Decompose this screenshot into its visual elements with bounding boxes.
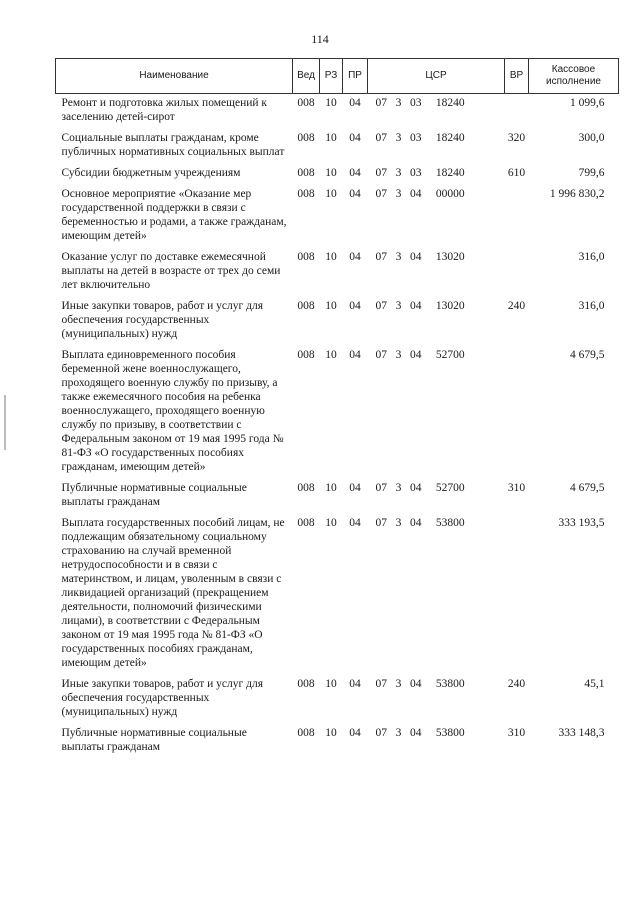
cell-amount: 1 099,6: [570, 97, 605, 109]
cell-rz: 10: [325, 251, 337, 263]
cell-rz: 10: [325, 349, 337, 361]
table-row: [56, 185, 619, 248]
table-row: [56, 724, 619, 759]
cell-ved: 008: [297, 97, 315, 109]
cell-ved: 008: [297, 678, 315, 690]
cell-ved: 008: [297, 727, 315, 739]
cell-ved: 008: [297, 188, 315, 200]
cell-pr: 04: [349, 167, 361, 179]
cell-pr: 04: [349, 517, 361, 529]
cell-csr: 07 3 03 18240: [375, 132, 465, 144]
cell-csr: 07 3 04 53800: [375, 678, 465, 690]
cell-rz: 10: [325, 300, 337, 312]
cell-name: Выплата государственных пособий лицам, не подлежащим обязательному социальному страхованию на случай временной нетрудоспособности и в связи с материнством, и лицам, уволенным в связи с ликвидацией организаций (прекращением деятельности, полномочий физическими лицами), в соответствии с Федеральным законом от 19 мая 1995 года № 81-ФЗ «О государственных пособиях гражданам, имеющим детей»: [61, 517, 285, 669]
cell-vr: 320: [507, 132, 526, 144]
cell-name: Иные закупки товаров, работ и услуг для обеспечения государственных (муниципальных) нужд: [61, 678, 263, 718]
table-row: [56, 164, 619, 185]
cell-name: Основное мероприятие «Оказание мер государственной поддержки в связи с беременностью и родами, а также гражданам, имеющим детей»: [61, 188, 287, 242]
cell-amount: 316,0: [578, 251, 605, 263]
cell-pr: 04: [349, 97, 361, 109]
margin-mark: [4, 395, 6, 450]
table-row: [56, 675, 619, 724]
cell-csr: 07 3 04 53800: [375, 727, 465, 739]
header-amount: Кассовое исполнение: [529, 59, 619, 94]
header-pr: ПР: [343, 59, 368, 94]
table-row: [56, 129, 619, 164]
cell-amount: 4 679,5: [570, 482, 605, 494]
table-body: [56, 94, 619, 760]
cell-pr: 04: [349, 132, 361, 144]
cell-vr: [505, 514, 529, 675]
cell-rz: 10: [325, 97, 337, 109]
cell-ved: 008: [297, 349, 315, 361]
cell-rz: 10: [325, 482, 337, 494]
cell-name: Выплата единовременного пособия беременной жене военнослужащего, проходящего военную службу по призыву, а также ежемесячного пособия на ребенка военнослужащего, проходящего военную службу по призыву, в соответствии с Федеральным законом от 19 мая 1995 года № 81-ФЗ «О государственных пособиях гражданам, имеющим детей»: [61, 349, 284, 473]
page-number: 114: [311, 32, 329, 46]
cell-rz: 10: [325, 678, 337, 690]
header-csr: ЦСР: [368, 59, 505, 94]
cell-amount: 333 148,3: [558, 727, 605, 739]
budget-table: [55, 58, 619, 759]
cell-vr: 310: [507, 727, 526, 739]
cell-rz: 10: [325, 517, 337, 529]
cell-pr: 04: [349, 300, 361, 312]
cell-csr: 07 3 04 53800: [375, 517, 465, 529]
cell-ved: 008: [297, 300, 315, 312]
cell-name: Субсидии бюджетным учреждениям: [61, 167, 241, 179]
cell-csr: 07 3 04 52700: [375, 349, 465, 361]
cell-name: Оказание услуг по доставке ежемесячной выплаты на детей в возрасте от трех до семи лет включительно: [61, 251, 281, 291]
cell-rz: 10: [325, 132, 337, 144]
table-row: [56, 346, 619, 479]
cell-ved: 008: [297, 167, 315, 179]
cell-pr: 04: [349, 349, 361, 361]
header-rz: РЗ: [320, 59, 343, 94]
cell-vr: [505, 346, 529, 479]
cell-name: Публичные нормативные социальные выплаты гражданам: [61, 482, 247, 508]
cell-ved: 008: [297, 482, 315, 494]
cell-vr: 310: [507, 482, 526, 494]
cell-ved: 008: [297, 517, 315, 529]
cell-ved: 008: [297, 251, 315, 263]
header-name: Наименование: [56, 59, 293, 94]
table-row: [56, 297, 619, 346]
table-header-row: [56, 59, 619, 94]
cell-name: Социальные выплаты гражданам, кроме публичных нормативных социальных выплат: [61, 132, 285, 158]
cell-vr: [505, 94, 529, 130]
cell-pr: 04: [349, 678, 361, 690]
cell-csr: 07 3 04 52700: [375, 482, 465, 494]
table-row: [56, 248, 619, 297]
cell-amount: 1 996 830,2: [549, 188, 605, 200]
cell-name: Ремонт и подготовка жилых помещений к заселению детей-сирот: [61, 97, 268, 123]
cell-ved: 008: [297, 132, 315, 144]
cell-vr: [505, 248, 529, 297]
table-row: [56, 479, 619, 514]
cell-amount: 4 679,5: [570, 349, 605, 361]
cell-csr: 07 3 04 13020: [375, 251, 465, 263]
cell-pr: 04: [349, 727, 361, 739]
cell-rz: 10: [325, 188, 337, 200]
cell-name: Иные закупки товаров, работ и услуг для обеспечения государственных (муниципальных) нужд: [61, 300, 263, 340]
cell-amount: 300,0: [578, 132, 605, 144]
cell-name: Публичные нормативные социальные выплаты гражданам: [61, 727, 247, 753]
cell-csr: 07 3 03 18240: [375, 167, 465, 179]
cell-vr: 240: [507, 300, 526, 312]
header-vr: ВР: [505, 59, 529, 94]
cell-csr: 07 3 04 13020: [375, 300, 465, 312]
cell-csr: 07 3 04 00000: [375, 188, 465, 200]
cell-rz: 10: [325, 727, 337, 739]
cell-vr: 610: [507, 167, 526, 179]
table-row: [56, 514, 619, 675]
cell-pr: 04: [349, 188, 361, 200]
cell-amount: 45,1: [584, 678, 605, 690]
header-ved: Вед: [293, 59, 320, 94]
cell-vr: [505, 185, 529, 248]
cell-csr: 07 3 03 18240: [375, 97, 465, 109]
cell-amount: 316,0: [578, 300, 605, 312]
cell-rz: 10: [325, 167, 337, 179]
cell-amount: 333 193,5: [558, 517, 605, 529]
cell-pr: 04: [349, 251, 361, 263]
cell-vr: 240: [507, 678, 526, 690]
cell-pr: 04: [349, 482, 361, 494]
cell-amount: 799,6: [578, 167, 605, 179]
table-row: [56, 94, 619, 130]
